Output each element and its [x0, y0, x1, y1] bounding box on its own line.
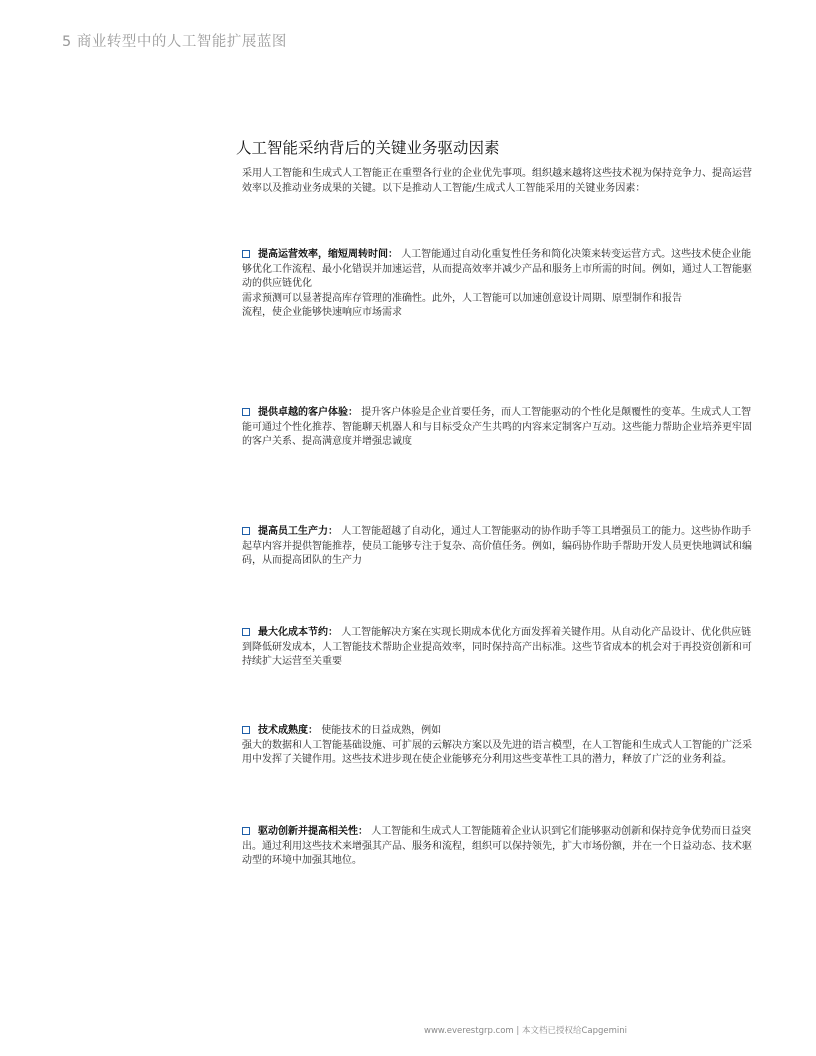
driver-item-productivity: [242, 525, 752, 569]
driver-text: 人工智能和生成式人工智能随着企业认识到它们能够驱动创新和保持竞争优势而日益突出。通过利用这些技术来增强其产品、服务和流程，组织可以保持领先，扩大市场份额，并在一个日益动态、技术驱动型的环境中加强其地位。: [242, 826, 752, 866]
page-footer: www.everestgrp.com | 本文档已授权给Capgemini: [424, 1026, 628, 1036]
checkbox-icon: [242, 408, 250, 416]
driver-item-innovation: [242, 825, 752, 869]
driver-paragraph: [242, 248, 752, 292]
driver-text-line: 需求预测可以显著提高库存管理的准确性。此外，人工智能可以加速创意设计周期、原型制作和报告: [242, 292, 682, 304]
driver-paragraph: [242, 825, 752, 869]
driver-text-line: 流程，使企业能够快速响应市场需求: [242, 307, 402, 318]
checkbox-icon: [242, 527, 250, 535]
driver-paragraph: [242, 626, 752, 670]
driver-text: 人工智能超越了自动化，通过人工智能驱动的协作助手等工具增强员工的能力。这些协作助手起草内容并提供智能推荐，使员工能够专注于复杂、高价值任务。例如，编码协作助手帮助开发人员更快地调试和编码，从而提高团队的生产力: [242, 526, 752, 566]
driver-lead: 提供卓越的客户体验：: [258, 407, 358, 418]
driver-text: 提升客户体验是企业首要任务，而人工智能驱动的个性化是颠覆性的变革。生成式人工智能可通过个性化推荐、智能聊天机器人和与目标受众产生共鸣的内容来定制客户互动。这些能力帮助企业培养更牢固的客户关系、提高满意度并增强忠诚度: [242, 407, 752, 447]
checkbox-icon: [242, 628, 250, 636]
driver-item-tech-maturity: [242, 724, 752, 768]
driver-text: 人工智能解决方案在实现长期成本优化方面发挥着关键作用。从自动化产品设计、优化供应链到降低研发成本，人工智能技术帮助企业提高效率，同时保持高产出标准。这些节省成本的机会对于再投资创新和可持续扩大运营至关重要: [242, 627, 752, 667]
checkbox-icon: [242, 726, 250, 734]
running-header: 5 商业转型中的人工智能扩展蓝图: [62, 34, 287, 50]
driver-lead: 驱动创新并提高相关性：: [258, 826, 368, 837]
driver-item-customer-experience: [242, 406, 752, 450]
driver-paragraph: [242, 724, 752, 739]
section-title: 人工智能采纳背后的关键业务驱动因素: [236, 139, 500, 157]
driver-lead: 技术成熟度：: [258, 725, 318, 736]
checkbox-icon: [242, 827, 250, 835]
driver-text: 人工智能通过自动化重复性任务和简化决策来转变运营方式。这些技术使企业能够优化工作流程、最小化错误并加速运营，从而提高效率并减少产品和服务上市所需的时间。例如，通过人工智能驱动的供应链优化: [242, 249, 752, 289]
driver-text-line: 强大的数据和人工智能基础设施、可扩展的云解决方案以及先进的语言模型，在人工智能和生成式人工智能的广泛采用中发挥了关键作用。这些技术进步现在使企业能够充分利用这些变革性工具的潜力，释放了广泛的业务利益。: [242, 739, 752, 765]
driver-item-efficiency: [242, 248, 752, 321]
driver-lead: 最大化成本节约：: [258, 627, 338, 638]
driver-lead: 提高员工生产力：: [258, 526, 338, 537]
intro-paragraph: 采用人工智能和生成式人工智能正在重塑各行业的企业优先事项。组织越来越将这些技术视为保持竞争力、提高运营效率以及推动业务成果的关键。以下是推动人工智能/生成式人工智能采用的关键业务因素：: [242, 168, 752, 194]
driver-paragraph: [242, 525, 752, 569]
driver-lead: 提高运营效率，缩短周转时间：: [258, 249, 398, 260]
checkbox-icon: [242, 250, 250, 258]
driver-paragraph: [242, 406, 752, 450]
driver-item-cost-savings: [242, 626, 752, 670]
driver-text: 使能技术的日益成熟，例如: [321, 725, 442, 736]
